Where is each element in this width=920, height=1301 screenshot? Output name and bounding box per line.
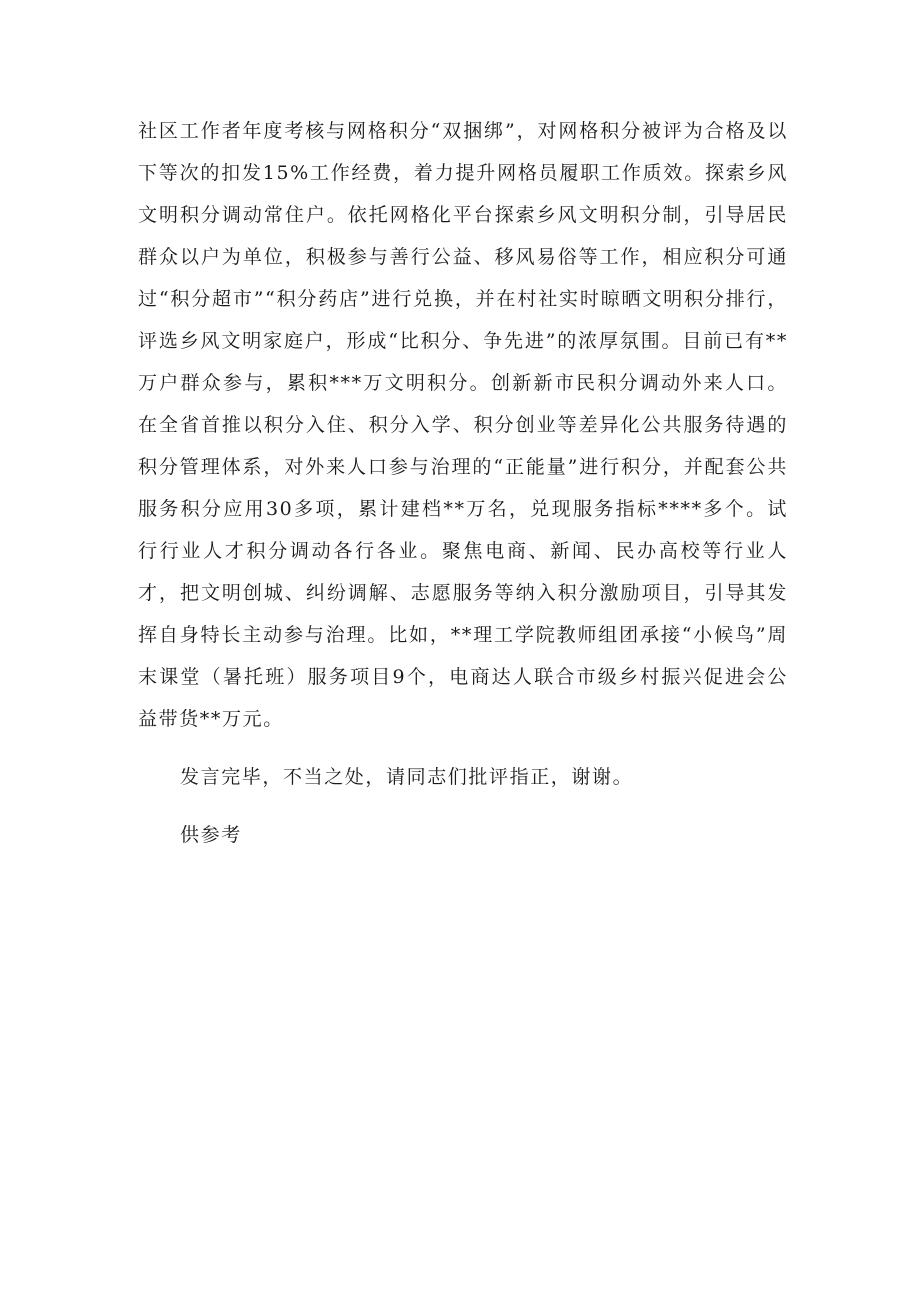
body-paragraph: 社区工作者年度考核与网格积分“双捆绑”，对网格积分被评为合格及以下等次的扣发15%工作经费，着力提升网格员履职工作质效。探索乡风文明积分调动常住户。依托网格化平台探索乡风文明积分制，引导居民群众以户为单位，积极参与善行公益、移风易俗等工作，相应积分可通过“积分超市”“积分药店”进行兑换，并在村社实时晾晒文明积分排行，评选乡风文明家庭户，形成“比积分、争先进”的浓厚氛围。目前已有**万户群众参与，累积***万文明积分。创新新市民积分调动外来人口。在全省首推以积分入住、积分入学、积分创业等差异化公共服务待遇的积分管理体系，对外来人口参与治理的“正能量”进行积分，并配套公共服务积分应用30多项，累计建档**万名，兑现服务指标****多个。试行行业人才积分调动各行各业。聚焦电商、新闻、民办高校等行业人才，把文明创城、纠纷调解、志愿服务等纳入积分激励项目，引导其发挥自身特长主动参与治理。比如，**理工学院教师组团承接“小候鸟”周末课堂（暑托班）服务项目9个，电商达人联合市级乡村振兴促进会公益带货**万元。 [138, 120, 788, 730]
closing-remark: 发言完毕，不当之处，请同志们批评指正，谢谢。 [180, 766, 634, 788]
reference-note: 供参考 [180, 824, 242, 846]
document-body [138, 110, 788, 856]
